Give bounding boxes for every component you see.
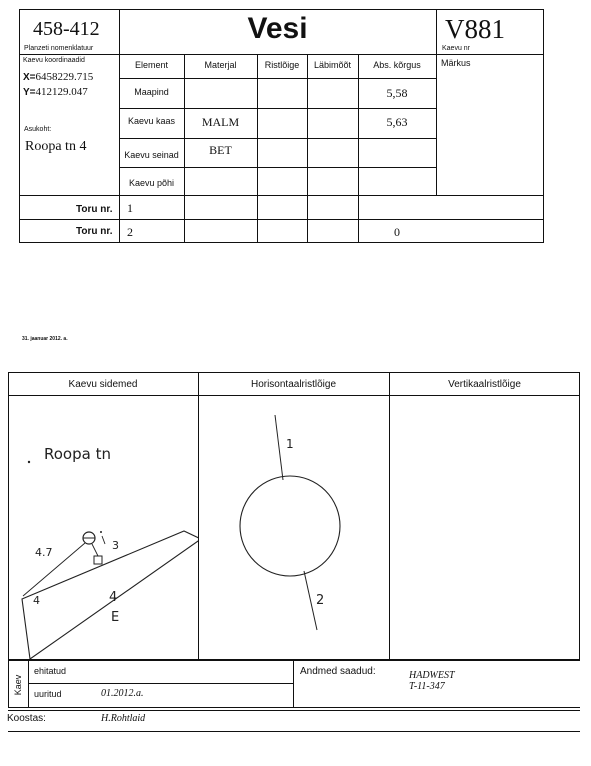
divider [293,660,294,707]
col-header-material: Materjal [204,60,237,70]
pipe-label: Toru nr. [76,204,113,215]
remarks-label: Märkus [441,58,471,68]
street-label: Roopa tn [44,445,111,463]
well-circle [240,476,340,576]
divider [436,9,437,195]
pipe-1-label: 1 [286,437,294,451]
divider [8,660,580,661]
surveyed-value: 01.2012.a. [101,688,144,699]
source-value-2: T-11-347 [409,681,445,692]
hatch-symbol [94,556,102,564]
house-number: 4 [109,590,118,605]
well-id: V881 [445,14,505,44]
divider [119,195,544,196]
page-title: Vesi [247,12,308,45]
pipe-number: 1 [127,201,133,215]
row-element: Kaevu seinad [124,150,179,160]
location-value: Roopa tn 4 [25,139,87,154]
y-label: Y= [23,87,36,98]
divider [119,167,436,168]
sheet-caption: Planzeti nomenklatuur [24,45,94,52]
author-value: H.Rohtlaid [101,713,146,724]
sketch-dot [28,461,30,463]
row-material: BET [209,143,232,157]
distance-3: 3 [112,539,119,552]
col-header-cross-section: Ristlõige [264,60,300,70]
col-horizontal-section: Horisontaalristlõige [250,379,337,390]
distance-4-7: 4.7 [35,546,53,559]
divider [358,54,359,243]
row-abs: 5,63 [386,115,408,129]
row-abs: 5,58 [386,86,408,100]
divider [119,78,436,79]
source-value-1: HADWEST [409,670,455,681]
divider [119,138,436,139]
col-header-element: Element [134,60,169,70]
divider [8,660,9,707]
distance-4: 4 [33,594,40,607]
y-value: 412129.047 [35,86,88,98]
divider [8,710,580,711]
row-material: MALM [201,115,240,129]
pipe-label: Toru nr. [76,226,113,237]
col-kaevu-sidemed: Kaevu sidemed [68,379,138,390]
sketch-dot [100,531,102,533]
row-element: Kaevu kaas [127,116,176,126]
divider [19,219,544,220]
sheet-number: 458-412 [33,18,100,40]
measure-line [23,543,85,596]
divider [19,195,119,196]
x-label: X= [23,72,36,83]
pipe-number: 2 [127,225,133,239]
col-header-abs-height: Abs. kõrgus [373,60,421,70]
divider [8,731,580,732]
source-label: Andmed saadud: [300,666,376,677]
pipe-2-label: 2 [316,593,325,608]
pipe-abs: 0 [394,225,400,239]
pipe-1-line [275,415,283,480]
divider [307,54,308,243]
coords-label: Kaevu koordinaadid [23,57,85,64]
author-label: Koostas: [7,713,46,724]
col-vertical-section: Vertikaalristlõige [448,379,521,390]
location-sketch [9,396,198,659]
measure-line [92,544,98,556]
house-letter: E [111,610,120,625]
divider [389,372,390,660]
surveyed-label: uuritud [34,689,62,699]
horizontal-section-sketch [199,396,389,659]
well-caption: Kaevu nr [442,45,471,52]
row-element: Kaevu põhi [128,178,175,188]
date-text: 31. jaanuar 2012. a. [22,336,68,342]
measure-line [102,536,105,544]
col-header-diameter: Läbimõõt [313,60,352,70]
divider [257,54,258,243]
divider [28,683,293,684]
kaev-side-label: Kaev [13,674,23,696]
x-value: 6458229.715 [35,71,94,83]
built-label: ehitatud [34,666,67,676]
divider [8,707,580,708]
row-element: Maapind [134,87,169,97]
location-label: Asukoht: [24,126,52,133]
divider [19,54,544,55]
divider [119,108,436,109]
